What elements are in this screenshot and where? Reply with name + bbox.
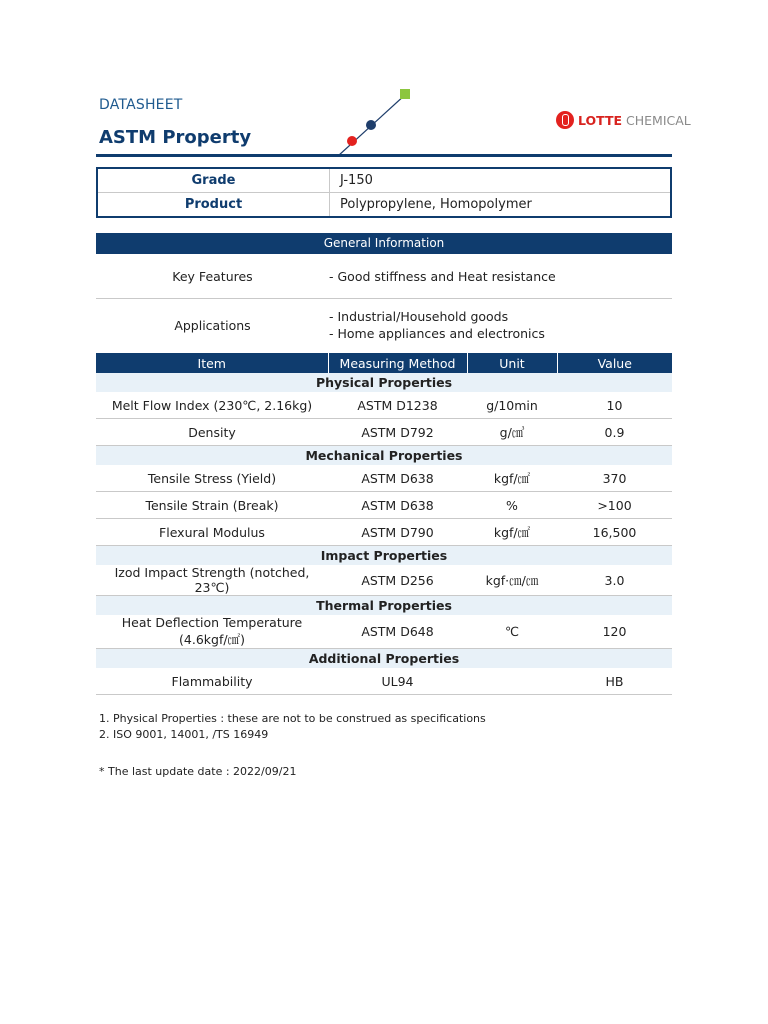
col-value: Value <box>557 353 672 373</box>
cell-method: ASTM D638 <box>328 465 467 492</box>
cell-item: Izod Impact Strength (notched, 23℃) <box>96 565 328 596</box>
cell-unit: g/㎤ <box>467 419 557 446</box>
applications-label: Applications <box>174 317 251 333</box>
cell-value: 120 <box>557 615 672 649</box>
grade-label: Grade <box>98 169 330 192</box>
cell-item: Tensile Strain (Break) <box>96 492 328 519</box>
red-dot <box>347 136 357 146</box>
general-info-heading: General Information <box>96 233 672 254</box>
green-square <box>400 89 410 99</box>
lotte-logo-icon <box>556 111 574 129</box>
col-method: Measuring Method <box>328 353 467 373</box>
doc-type-label: DATASHEET <box>99 97 183 113</box>
cell-item: Density <box>96 419 328 446</box>
page-title: ASTM Property <box>99 127 252 148</box>
cell-method: ASTM D648 <box>328 615 467 649</box>
last-update-note: * The last update date : 2022/09/21 <box>99 765 297 778</box>
product-value: Polypropylene, Homopolymer <box>340 197 532 212</box>
cell-item: Flammability <box>96 668 328 695</box>
table-row <box>96 519 672 546</box>
cell-unit: g/10min <box>467 392 557 419</box>
molecule-decoration <box>330 86 420 158</box>
cell-method: ASTM D256 <box>328 565 467 596</box>
table-row <box>96 668 672 695</box>
section-title: Mechanical Properties <box>96 446 672 466</box>
cell-item: Heat Deflection Temperature (4.6kgf/㎠) <box>96 615 328 649</box>
cell-value: HB <box>557 668 672 695</box>
grade-row <box>98 169 670 192</box>
cell-unit <box>467 668 557 695</box>
cell-value: 16,500 <box>557 519 672 546</box>
cell-method: UL94 <box>328 668 467 695</box>
header-divider <box>96 154 672 157</box>
cell-item: Melt Flow Index (230℃, 2.16kg) <box>96 392 328 419</box>
applications-row <box>96 299 672 351</box>
cell-unit: kgf/㎠ <box>467 519 557 546</box>
logo-division: CHEMICAL <box>626 112 691 128</box>
cell-method: ASTM D1238 <box>328 392 467 419</box>
cell-unit: ℃ <box>467 615 557 649</box>
table-row <box>96 615 672 649</box>
section-title: Physical Properties <box>96 373 672 392</box>
section-row <box>96 649 672 669</box>
grade-product-box <box>96 167 672 218</box>
key-features-label: Key Features <box>172 268 253 284</box>
cell-value: 3.0 <box>557 565 672 596</box>
table-row <box>96 419 672 446</box>
cell-value: 10 <box>557 392 672 419</box>
key-features-row <box>96 254 672 299</box>
section-row <box>96 546 672 566</box>
table-row <box>96 392 672 419</box>
logo-brand: LOTTE <box>578 112 623 128</box>
footnotes <box>99 711 486 742</box>
cell-value: >100 <box>557 492 672 519</box>
footnote: 1. Physical Properties : these are not to be construed as specifications <box>99 712 486 725</box>
table-row <box>96 492 672 519</box>
footnote: 2. ISO 9001, 14001, /TS 16949 <box>99 727 269 741</box>
section-title: Thermal Properties <box>96 596 672 616</box>
cell-unit: kgf/㎠ <box>467 465 557 492</box>
cell-method: ASTM D792 <box>328 419 467 446</box>
section-title: Additional Properties <box>96 649 672 669</box>
col-item: Item <box>96 353 328 373</box>
cell-unit: % <box>467 492 557 519</box>
cell-method: ASTM D638 <box>328 492 467 519</box>
application-line: - Industrial/Household goods <box>329 309 509 324</box>
cell-method: ASTM D790 <box>328 519 467 546</box>
col-unit: Unit <box>467 353 557 373</box>
astm-property-table <box>96 353 672 695</box>
section-row <box>96 446 672 466</box>
navy-dot <box>366 120 376 130</box>
cell-value: 370 <box>557 465 672 492</box>
section-title: Impact Properties <box>96 546 672 566</box>
section-row <box>96 596 672 616</box>
product-label: Product <box>98 193 330 216</box>
cell-value: 0.9 <box>557 419 672 446</box>
key-feature-line: - Good stiffness and Heat resistance <box>329 268 556 284</box>
cell-item: Flexural Modulus <box>96 519 328 546</box>
table-row <box>96 465 672 492</box>
section-row <box>96 373 672 392</box>
application-line: - Home appliances and electronics <box>329 326 545 341</box>
table-row <box>96 565 672 596</box>
lotte-chemical-logo <box>556 110 691 130</box>
cell-unit: kgf·㎝/㎝ <box>467 565 557 596</box>
product-row <box>98 192 670 216</box>
table-header-row <box>96 353 672 373</box>
cell-item: Tensile Stress (Yield) <box>96 465 328 492</box>
grade-value: J-150 <box>340 173 373 188</box>
